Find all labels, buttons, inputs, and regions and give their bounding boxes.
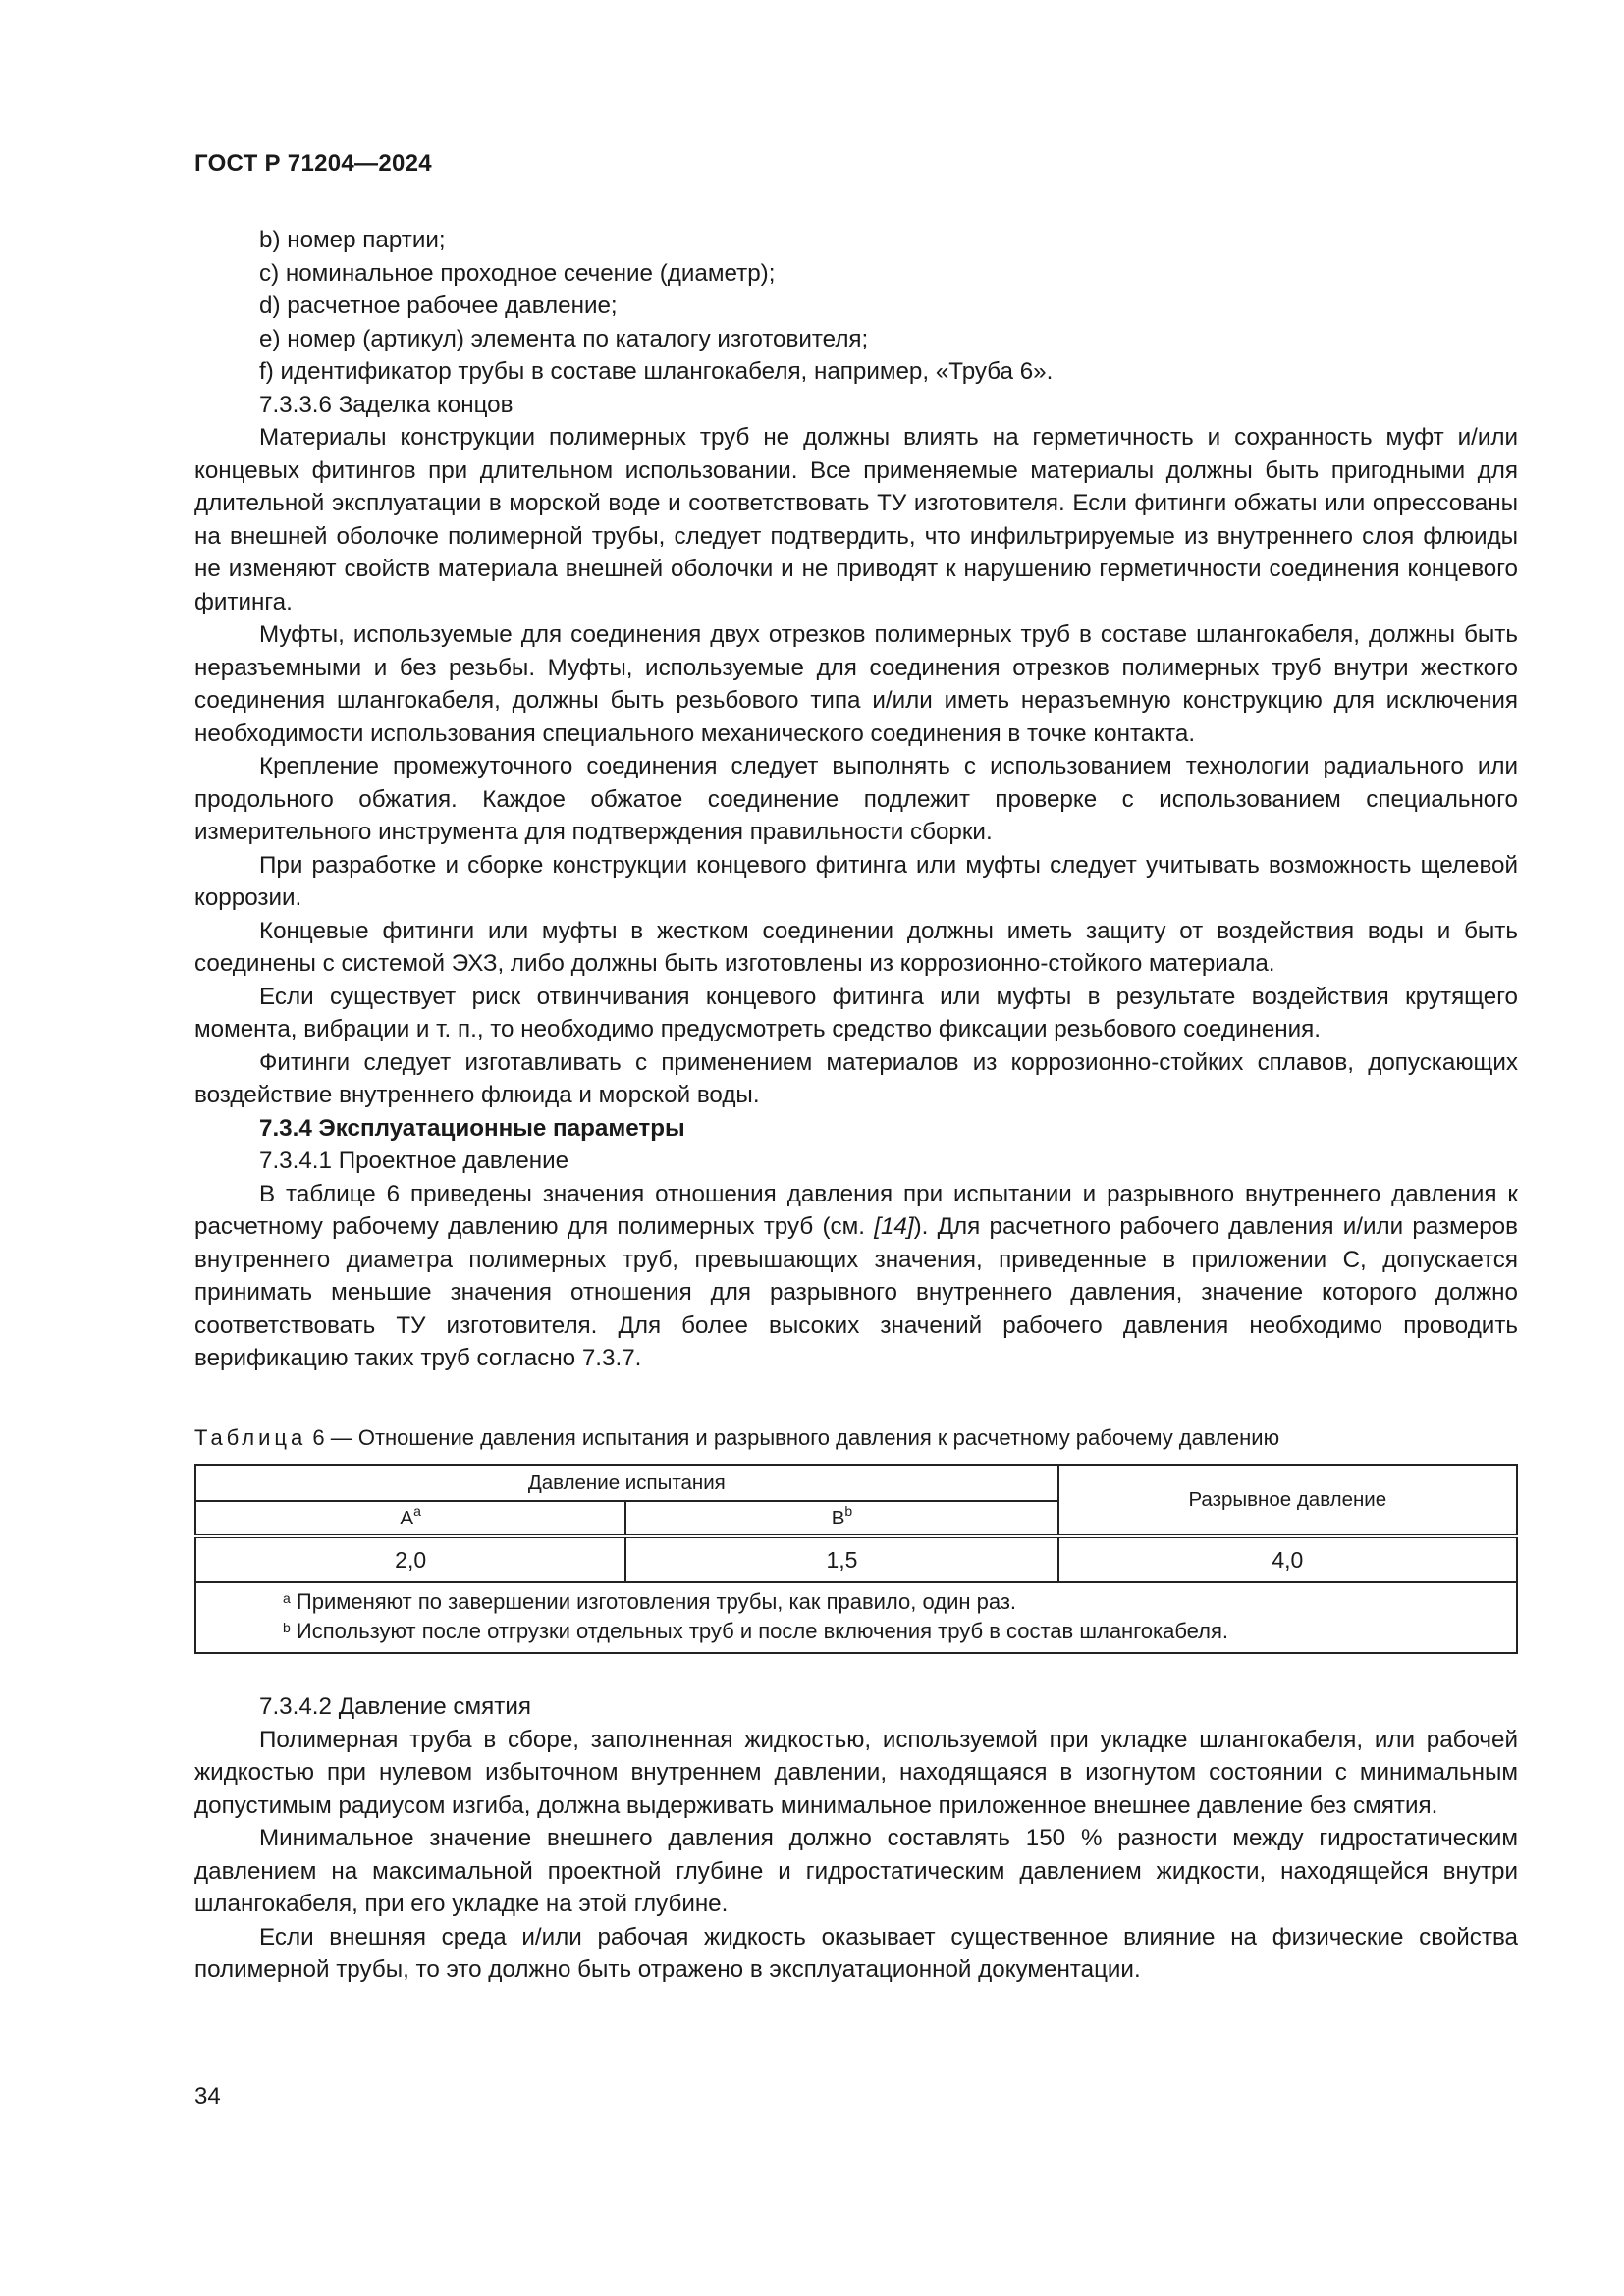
- paragraph-text: ). Для расчетного рабочего давления и/или размеров внутреннего диаметра полимерных труб, превышающих значения, приведенные в приложении С, допускается принимать меньшие значения отношения для разрывного внутреннего давления, значение которого должно соответствовать ТУ изготовителя. Для более высоких значений рабочего давления необходимо проводить верификацию таких труб согласно 7.3.7.: [194, 1213, 1518, 1371]
- reference-link: [14]: [874, 1213, 914, 1240]
- section-heading: 7.3.3.6 Заделка концов: [259, 391, 514, 418]
- table-footnotes: [195, 1582, 1517, 1653]
- footnote-text: Используют после отгрузки отдельных труб и после включения труб в состав шлангокабеля.: [290, 1619, 1229, 1643]
- footnote-mark: a: [283, 1590, 291, 1606]
- table-header-a: [195, 1501, 625, 1536]
- paragraph: Если существует риск отвинчивания концевого фитинга или муфты в результате воздействия крутящего момента, вибрации и т. п., то необходимо предусмотреть средство фиксации резьбового соединения.: [194, 983, 1518, 1042]
- paragraph: Концевые фитинги или муфты в жестком соединении должны иметь защиту от воздействия воды и быть соединены с системой ЭХЗ, либо должны быть изготовлены из коррозионно-стойкого материала.: [194, 917, 1518, 977]
- table-header-b: [625, 1501, 1057, 1536]
- page-number: 34: [194, 2083, 221, 2109]
- table-caption-label: Таблица: [194, 1425, 307, 1450]
- table-cell: 2,0: [195, 1536, 625, 1582]
- footnote: [283, 1587, 1516, 1617]
- main-text: [194, 224, 1518, 1375]
- table-row: [195, 1582, 1517, 1653]
- section-heading-bold: 7.3.4 Эксплуатационные параметры: [259, 1114, 685, 1142]
- list-item: c) номинальное проходное сечение (диаметр);: [259, 259, 776, 287]
- table-cell: 4,0: [1058, 1536, 1517, 1582]
- table-caption-text: 6 — Отношение давления испытания и разрывного давления к расчетному рабочему давлению: [306, 1425, 1280, 1450]
- table-row: [195, 1465, 1517, 1501]
- footnote: [283, 1617, 1516, 1646]
- paragraph: Минимальное значение внешнего давления должно составлять 150 % разности между гидростатическим давлением на максимальной проектной глубине и гидростатическим давлением жидкости, находящейся внутри шлангокабеля, при его укладке на этой глубине.: [194, 1825, 1518, 1917]
- list-item: d) расчетное рабочее давление;: [259, 293, 618, 319]
- paragraph: Муфты, используемые для соединения двух отрезков полимерных труб в составе шлангокабеля, должны быть неразъемными и без резьбы. Муфты, используемые для соединения отрезков полимерных труб внутри жесткого соединения шлангокабеля, должны быть резьбового типа и/или иметь неразъемную конструкцию для исключения необходимости использования специального механического соединения в точке контакта.: [194, 621, 1518, 747]
- table-header-group: Давление испытания: [195, 1465, 1058, 1501]
- paragraph: Полимерная труба в сборе, заполненная жидкостью, используемой при укладке шлангокабеля, или рабочей жидкостью при нулевом избыточном внутреннем давлении, находящаяся в изогнутом состоянии с минимальным допустимым радиусом изгиба, должна выдерживать минимальное приложенное внешнее давление без смятия.: [194, 1726, 1518, 1819]
- document-header: ГОСТ Р 71204—2024: [194, 150, 432, 177]
- table-caption: [194, 1425, 1530, 1451]
- subsection-heading: 7.3.4.1 Проектное давление: [259, 1148, 569, 1174]
- list-item: b) номер партии;: [259, 227, 446, 253]
- header-a-label: A: [400, 1506, 414, 1529]
- footnote-text: Применяют по завершении изготовления трубы, как правило, один раз.: [290, 1589, 1017, 1614]
- subsection-heading: 7.3.4.2 Давление смятия: [259, 1693, 531, 1720]
- list-item: f) идентификатор трубы в составе шлангокабеля, например, «Труба 6».: [259, 358, 1054, 385]
- paragraph: Фитинги следует изготавливать с применением материалов из коррозионно-стойких сплавов, допускающих воздействие внутреннего флюида и морской воды.: [194, 1048, 1518, 1108]
- paragraph: При разработке и сборке конструкции концевого фитинга или муфты следует учитывать возможность щелевой коррозии.: [194, 851, 1518, 911]
- paragraph: Материалы конструкции полимерных труб не должны влиять на герметичность и сохранность муфт и/или концевых фитингов при длительном использовании. Все применяемые материалы должны быть пригодными для длительной эксплуатации в морской воде и соответствовать ТУ изготовителя. Если фитинги обжаты или опрессованы на внешней оболочке полимерной трубы, следует подтвердить, что инфильтрируемые из внутреннего слоя флюиды не изменяют свойств материала внешней оболочки и не приводят к нарушению герметичности соединения концевого фитинга.: [194, 424, 1518, 615]
- paragraph: [194, 1178, 1518, 1375]
- footnote-mark: a: [413, 1502, 421, 1519]
- table-cell: 1,5: [625, 1536, 1057, 1582]
- footnote-mark: b: [844, 1502, 853, 1519]
- paragraph: Крепление промежуточного соединения следует выполнять с использованием технологии радиального или продольного обжатия. Каждое обжатое соединение подлежит проверке с использованием специального измерительного инструмента для подтверждения правильности сборки.: [194, 753, 1518, 845]
- header-b-label: B: [831, 1506, 845, 1529]
- footnote-mark: b: [283, 1620, 291, 1635]
- table-row: [195, 1536, 1517, 1582]
- main-text-continued: [194, 1690, 1518, 1987]
- paragraph: Если внешняя среда и/или рабочая жидкость оказывает существенное влияние на физические свойства полимерной трубы, то это должно быть отражено в эксплуатационной документации.: [194, 1923, 1518, 1983]
- data-table: [194, 1464, 1518, 1654]
- paragraph-text: В таблице 6 приведены значения отношения давления при испытании и разрывного внутреннего давления к расчетному рабочему давлению для полимерных труб (см.: [194, 1180, 1518, 1240]
- list-item: e) номер (артикул) элемента по каталогу изготовителя;: [259, 325, 869, 352]
- table-header-burst: Разрывное давление: [1058, 1465, 1517, 1536]
